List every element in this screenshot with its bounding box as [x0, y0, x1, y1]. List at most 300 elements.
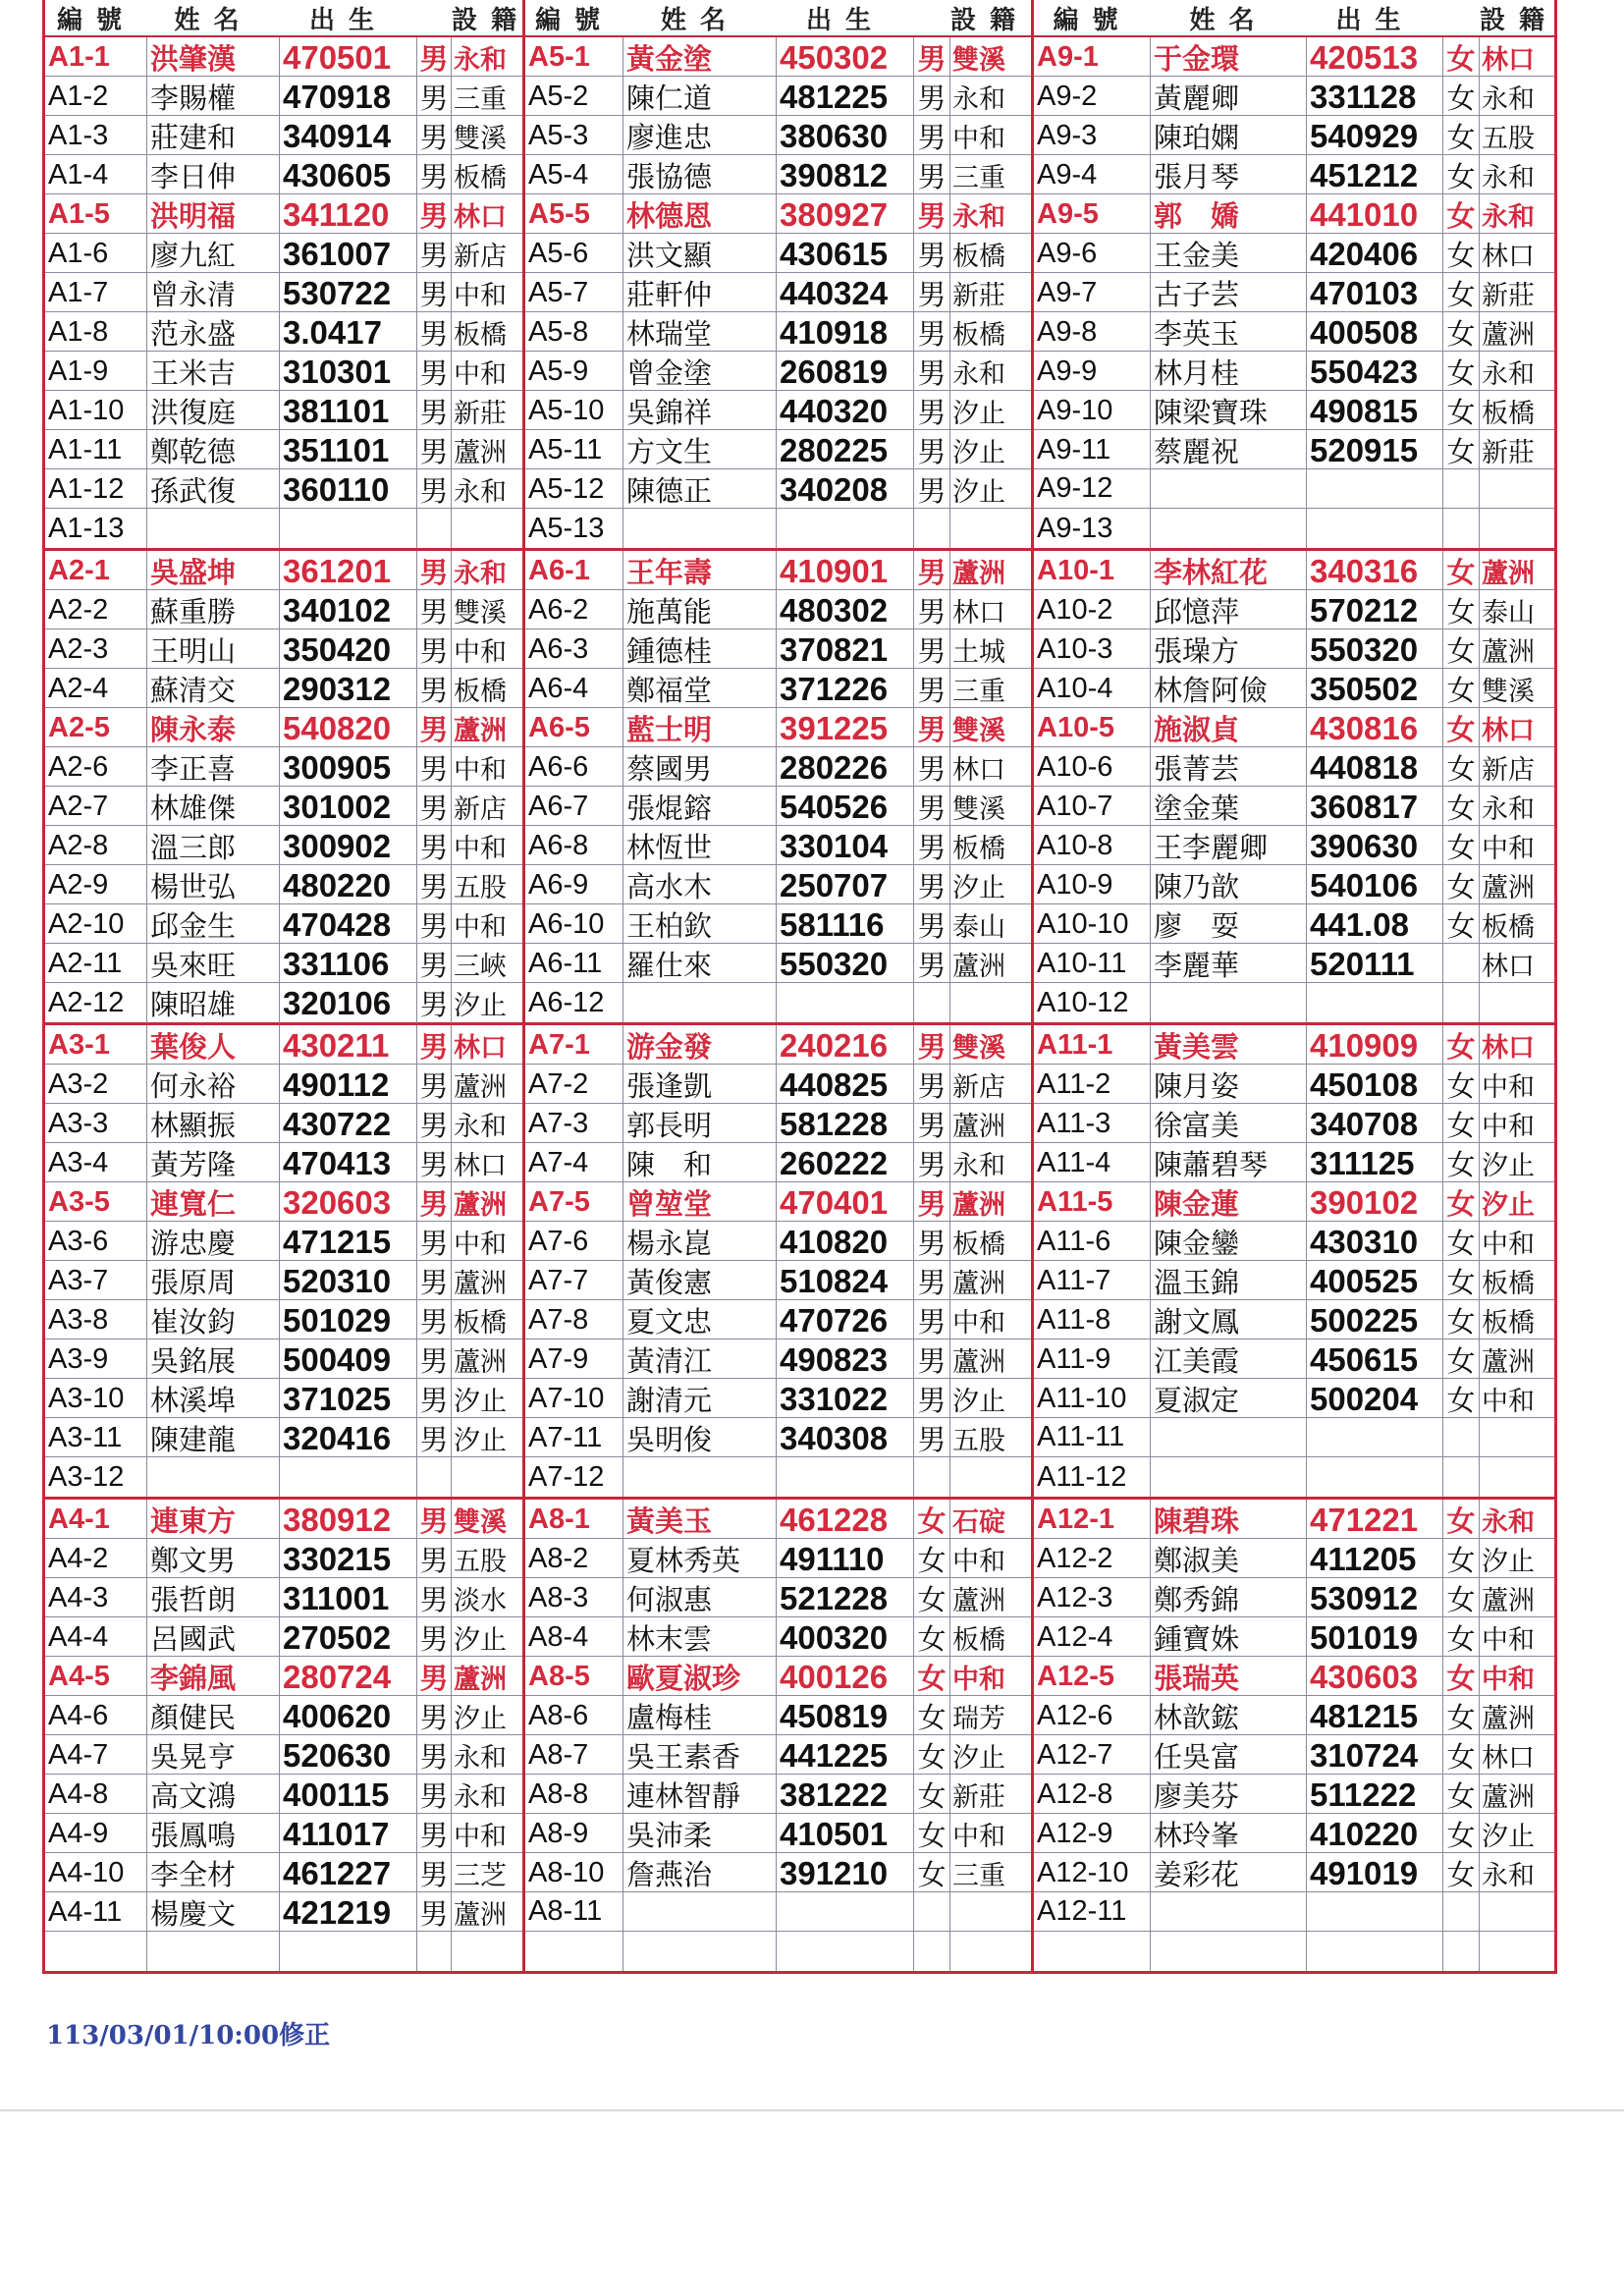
gender: 男: [914, 1104, 950, 1144]
birth-date: 430615: [777, 234, 914, 274]
table-row: [45, 1222, 522, 1261]
table-row: [45, 273, 522, 312]
table-row: [1034, 77, 1554, 116]
member-name: 楊永崑: [623, 1222, 777, 1262]
table-row: [45, 865, 522, 904]
member-id: A11-10: [1034, 1379, 1151, 1419]
member-id: A6-5: [525, 708, 623, 748]
member-id: A7-1: [525, 1025, 623, 1066]
table-row: [45, 430, 522, 469]
table-row: [1034, 787, 1554, 826]
member-id: A8-4: [525, 1617, 623, 1658]
member-name: 洪明福: [147, 194, 280, 235]
registered-district: 林口: [1482, 1743, 1535, 1774]
member-name: 張協德: [623, 155, 777, 195]
roster-panel-3: [1034, 0, 1557, 1974]
registered-district: [1480, 469, 1551, 508]
birth-date: 390630: [1307, 826, 1443, 866]
member-name: 黃美玉: [623, 1500, 777, 1540]
member-id: A10-9: [1034, 865, 1151, 905]
group-block: [45, 1025, 522, 1500]
registered-district: 蘆洲: [952, 1347, 1005, 1378]
table-row: [1034, 1261, 1554, 1300]
registered-district: 蘆洲: [1482, 1586, 1535, 1616]
member-name: 張月琴: [1151, 155, 1307, 195]
registered-district: 新莊: [952, 281, 1005, 311]
birth-date: 430603: [1307, 1657, 1443, 1697]
table-row: [525, 669, 1031, 708]
table-row: [525, 1932, 1031, 1971]
table-row: [1034, 590, 1554, 629]
registered-district: 板橋: [454, 677, 507, 707]
member-id: A3-8: [45, 1300, 147, 1340]
gender: 男: [417, 1735, 452, 1776]
gender: 男: [914, 944, 950, 984]
member-id: A12-9: [1034, 1814, 1151, 1854]
gender: [1443, 1932, 1480, 1971]
member-id: A7-9: [525, 1339, 623, 1380]
gender: 女: [1443, 1539, 1480, 1579]
table-row: [45, 155, 522, 194]
member-name: 顏健民: [147, 1696, 280, 1736]
member-id: A10-7: [1034, 787, 1151, 827]
member-name: 洪文顯: [623, 234, 777, 274]
table-row: [525, 1853, 1031, 1892]
table-row: [1034, 391, 1554, 430]
member-id: A11-4: [1034, 1143, 1151, 1183]
gender: 女: [914, 1500, 950, 1540]
gender: 男: [914, 1300, 950, 1340]
table-row: [45, 944, 522, 983]
member-name: 洪復庭: [147, 391, 280, 431]
registered-district: 蘆洲: [1482, 1347, 1535, 1378]
member-name: 曾堃堂: [623, 1182, 777, 1223]
gender: 女: [1443, 1775, 1480, 1815]
registered-district: 蘆洲: [1482, 1782, 1535, 1813]
birth-date: 430310: [1307, 1222, 1443, 1262]
column-header: [45, 0, 531, 37]
gender: [914, 1457, 950, 1497]
gender: 男: [417, 590, 452, 630]
member-name: 王柏欽: [623, 904, 777, 945]
birth-date: 280225: [777, 430, 914, 470]
table-row: [1034, 234, 1554, 273]
gender: 女: [1443, 1143, 1480, 1183]
gender: 男: [914, 1222, 950, 1262]
table-row: [45, 391, 522, 430]
birth-date: 471215: [280, 1222, 417, 1262]
table-row: [1034, 1222, 1554, 1261]
registered-district: 雙溪: [952, 1033, 1005, 1064]
table-row: [1034, 1182, 1554, 1222]
table-row: [1034, 194, 1554, 234]
member-id: A9-9: [1034, 352, 1151, 392]
member-id: A4-4: [45, 1617, 147, 1658]
header-region: 設籍: [950, 6, 1030, 35]
gender: 男: [914, 826, 950, 866]
table-row: [45, 1379, 522, 1418]
registered-district: 雙溪: [454, 1507, 507, 1538]
table-row: [525, 1539, 1031, 1578]
table-row: [1034, 155, 1554, 194]
table-row: [525, 1065, 1031, 1104]
member-name: 葉俊人: [147, 1025, 280, 1066]
member-name: 黃俊憲: [623, 1261, 777, 1301]
birth-date: 420513: [1307, 37, 1443, 78]
gender: 男: [914, 234, 950, 274]
registered-district: 中和: [1482, 1072, 1535, 1103]
member-name: 鄭淑美: [1151, 1539, 1307, 1579]
table-row: [45, 509, 522, 548]
member-name: 陳蕭碧琴: [1151, 1143, 1307, 1183]
birth-date: [777, 509, 914, 548]
registered-district: [1480, 1418, 1551, 1456]
table-row: [1034, 1696, 1554, 1735]
registered-district: 永和: [1482, 359, 1535, 390]
member-name: 李林紅花: [1151, 551, 1307, 591]
member-id: A4-10: [45, 1853, 147, 1893]
birth-date: 351101: [280, 430, 417, 470]
birth-date: 310301: [280, 352, 417, 392]
member-name: 塗金葉: [1151, 787, 1307, 827]
registered-district: 汐止: [952, 873, 1005, 903]
registered-district: [1480, 509, 1551, 548]
member-name: 王李麗卿: [1151, 826, 1307, 866]
member-id: A7-2: [525, 1065, 623, 1105]
member-id: A6-2: [525, 590, 623, 630]
gender: 女: [1443, 1261, 1480, 1301]
member-name: 夏文忠: [623, 1300, 777, 1340]
gender: 男: [417, 1104, 452, 1144]
birth-date: 250707: [777, 865, 914, 905]
member-name: [1151, 1932, 1307, 1971]
table-row: [1034, 1418, 1554, 1457]
gender: 男: [914, 1182, 950, 1223]
birth-date: 320416: [280, 1418, 417, 1458]
registered-district: [1480, 1932, 1551, 1971]
registered-district: 林口: [1482, 45, 1535, 76]
birth-date: 521228: [777, 1578, 914, 1618]
registered-district: 中和: [454, 834, 507, 864]
member-name: 林歆鋐: [1151, 1696, 1307, 1736]
registered-district: 雙溪: [952, 716, 1005, 746]
birth-date: 360817: [1307, 787, 1443, 827]
registered-district: 蘆洲: [1482, 559, 1535, 589]
gender: 男: [914, 551, 950, 591]
gender: 男: [417, 1814, 452, 1854]
birth-date: 420406: [1307, 234, 1443, 274]
registered-district: 五股: [1482, 124, 1535, 154]
table-row: [1034, 1932, 1554, 1971]
member-id: A6-3: [525, 629, 623, 670]
gender: 女: [1443, 155, 1480, 195]
gender: [417, 509, 452, 548]
gender: 男: [417, 1222, 452, 1262]
gender: 女: [1443, 352, 1480, 392]
table-row: [525, 194, 1031, 234]
gender: 女: [1443, 37, 1480, 78]
member-name: 張鳳鳴: [147, 1814, 280, 1854]
birth-date: 511222: [1307, 1775, 1443, 1815]
gender: 男: [417, 1143, 452, 1183]
gender: 男: [417, 352, 452, 392]
registered-district: 石碇: [952, 1507, 1005, 1538]
table-row: [525, 865, 1031, 904]
registered-district: 蘆洲: [454, 1347, 507, 1378]
registered-district: 永和: [1482, 1507, 1535, 1538]
table-row: [45, 1339, 522, 1379]
table-row: [45, 1065, 522, 1104]
member-id: A4-3: [45, 1578, 147, 1618]
gender: 女: [1443, 1853, 1480, 1893]
registered-district: 中和: [1482, 1665, 1535, 1695]
registered-district: 雙溪: [454, 598, 507, 629]
member-name: 張瑞英: [1151, 1657, 1307, 1697]
birth-date: [777, 1892, 914, 1931]
member-name: 古子芸: [1151, 273, 1307, 313]
member-id: A5-13: [525, 509, 623, 548]
registered-district: 林口: [454, 202, 507, 233]
gender: 女: [1443, 234, 1480, 274]
table-row: [525, 1457, 1031, 1497]
birth-date: 410820: [777, 1222, 914, 1262]
table-row: [1034, 509, 1554, 548]
member-id: A4-2: [45, 1539, 147, 1579]
registered-district: 汐止: [454, 1625, 507, 1656]
birth-date: 441225: [777, 1735, 914, 1776]
gender: 男: [914, 1025, 950, 1066]
birth-date: 490112: [280, 1065, 417, 1105]
birth-date: 400320: [777, 1617, 914, 1658]
gender: 女: [1443, 1578, 1480, 1618]
birth-date: 441010: [1307, 194, 1443, 235]
member-id: A8-3: [525, 1578, 623, 1618]
birth-date: [280, 509, 417, 548]
gender: 女: [1443, 1065, 1480, 1105]
member-name: 曾金塗: [623, 352, 777, 392]
member-id: A4-8: [45, 1775, 147, 1815]
table-row: [1034, 1657, 1554, 1696]
registered-district: [950, 1932, 1028, 1971]
table-row: [525, 509, 1031, 548]
member-name: 吳沛柔: [623, 1814, 777, 1854]
birth-date: 520915: [1307, 430, 1443, 470]
table-row: [45, 1457, 522, 1497]
registered-district: 中和: [952, 1308, 1005, 1339]
table-row: [525, 944, 1031, 983]
registered-district: 泰山: [952, 912, 1005, 943]
registered-district: 板橋: [952, 834, 1005, 864]
table-row: [45, 1892, 522, 1932]
member-name: 謝文鳳: [1151, 1300, 1307, 1340]
table-row: [1034, 1104, 1554, 1143]
gender: 男: [417, 273, 452, 313]
registered-district: 汐止: [1482, 1190, 1535, 1221]
gender: [914, 983, 950, 1022]
registered-district: 新店: [454, 242, 507, 272]
member-name: 吳來旺: [147, 944, 280, 984]
table-row: [525, 1657, 1031, 1696]
birth-date: 461227: [280, 1853, 417, 1893]
birth-date: 280724: [280, 1657, 417, 1697]
member-name: 鍾德桂: [623, 629, 777, 670]
member-name: 廖 耍: [1151, 904, 1307, 945]
member-id: A3-9: [45, 1339, 147, 1380]
gender: [914, 1892, 950, 1931]
table-row: [45, 116, 522, 155]
birth-date: 381222: [777, 1775, 914, 1815]
roster-sheet: [42, 0, 1557, 1942]
member-name: [147, 1932, 280, 1971]
registered-district: 板橋: [952, 1625, 1005, 1656]
member-id: A11-8: [1034, 1300, 1151, 1340]
table-row: [45, 669, 522, 708]
gender: 男: [914, 629, 950, 670]
birth-date: 450615: [1307, 1339, 1443, 1380]
registered-district: 蘆洲: [952, 952, 1005, 982]
member-id: A2-2: [45, 590, 147, 630]
birth-date: 530722: [280, 273, 417, 313]
table-row: [45, 904, 522, 944]
birth-date: 550320: [777, 944, 914, 984]
table-row: [45, 77, 522, 116]
table-row: [45, 1696, 522, 1735]
birth-date: 470103: [1307, 273, 1443, 313]
registered-district: 蘆洲: [1482, 637, 1535, 668]
member-id: A1-13: [45, 509, 147, 548]
birth-date: 540106: [1307, 865, 1443, 905]
table-row: [45, 1735, 522, 1775]
member-id: A3-3: [45, 1104, 147, 1144]
member-name: 何永裕: [147, 1065, 280, 1105]
table-row: [525, 708, 1031, 747]
registered-district: 板橋: [454, 163, 507, 193]
member-name: 陳月姿: [1151, 1065, 1307, 1105]
birth-date: 311125: [1307, 1143, 1443, 1183]
member-id: A6-10: [525, 904, 623, 945]
member-id: A3-5: [45, 1182, 147, 1223]
table-row: [45, 1143, 522, 1182]
registered-district: 永和: [952, 84, 1005, 115]
registered-district: 蘆洲: [952, 559, 1005, 589]
member-id: A7-11: [525, 1418, 623, 1458]
member-name: 吳王素香: [623, 1735, 777, 1776]
gender: 女: [1443, 708, 1480, 748]
group-block: [525, 551, 1031, 1025]
member-name: 陳梁寶珠: [1151, 391, 1307, 431]
table-row: [1034, 747, 1554, 787]
table-row: [525, 1500, 1031, 1539]
table-row: [525, 1182, 1031, 1222]
gender: 男: [914, 1143, 950, 1183]
member-name: 楊慶文: [147, 1892, 280, 1933]
gender: 男: [417, 430, 452, 470]
member-id: A10-6: [1034, 747, 1151, 788]
member-id: A9-7: [1034, 273, 1151, 313]
member-name: 吳盛坤: [147, 551, 280, 591]
member-id: A6-9: [525, 865, 623, 905]
member-id: A11-11: [1034, 1418, 1151, 1456]
registered-district: 永和: [454, 45, 507, 76]
member-id: A1-2: [45, 77, 147, 117]
member-id: A5-8: [525, 312, 623, 353]
gender: 男: [417, 1696, 452, 1736]
table-row: [1034, 116, 1554, 155]
birth-date: [1307, 1892, 1443, 1931]
birth-date: 340914: [280, 116, 417, 156]
table-row: [1034, 37, 1554, 77]
gender: 女: [1443, 629, 1480, 670]
registered-district: 蘆洲: [454, 1072, 507, 1103]
group-block: [1034, 1500, 1554, 1974]
member-id: A1-3: [45, 116, 147, 156]
member-name: 孫武復: [147, 469, 280, 510]
revision-note: 113/03/01/10:00修正: [46, 2021, 331, 2050]
member-name: 施淑貞: [1151, 708, 1307, 748]
registered-district: [1480, 983, 1551, 1022]
birth-date: 430605: [280, 155, 417, 195]
member-name: 謝清元: [623, 1379, 777, 1419]
birth-date: 470918: [280, 77, 417, 117]
member-name: 林溪埠: [147, 1379, 280, 1419]
table-row: [525, 1775, 1031, 1814]
member-id: A5-12: [525, 469, 623, 510]
registered-district: 新店: [1482, 755, 1535, 786]
member-name: 張逢凱: [623, 1065, 777, 1105]
header-birth: 出生: [1335, 6, 1415, 35]
gender: 男: [914, 430, 950, 470]
birth-date: 361201: [280, 551, 417, 591]
table-row: [1034, 1065, 1554, 1104]
member-name: 廖美芬: [1151, 1775, 1307, 1815]
member-name: 陳建龍: [147, 1418, 280, 1458]
birth-date: 300905: [280, 747, 417, 788]
birth-date: 441.08: [1307, 904, 1443, 945]
birth-date: 361007: [280, 234, 417, 274]
gender: 男: [417, 865, 452, 905]
member-id: A9-4: [1034, 155, 1151, 195]
registered-district: 蘆洲: [454, 1900, 507, 1931]
table-row: [45, 983, 522, 1022]
member-name: 陳金蓮: [1151, 1182, 1307, 1223]
registered-district: [1480, 1457, 1551, 1497]
table-row: [525, 1696, 1031, 1735]
registered-district: 新莊: [952, 1782, 1005, 1813]
table-row: [525, 37, 1031, 77]
gender: [1443, 469, 1480, 508]
table-row: [1034, 1853, 1554, 1892]
member-id: A8-9: [525, 1814, 623, 1854]
member-name: 連東方: [147, 1500, 280, 1540]
member-name: 邱金生: [147, 904, 280, 945]
birth-date: 390812: [777, 155, 914, 195]
column-header: [525, 0, 1031, 37]
gender: 男: [417, 551, 452, 591]
birth-date: [1307, 1457, 1443, 1497]
registered-district: 林口: [1482, 716, 1535, 746]
member-id: A5-10: [525, 391, 623, 431]
member-name: 邱憶萍: [1151, 590, 1307, 630]
gender: 男: [417, 1617, 452, 1658]
member-name: 莊軒仲: [623, 273, 777, 313]
member-id: A1-1: [45, 37, 147, 78]
member-name: 林德恩: [623, 194, 777, 235]
registered-district: 三重: [952, 677, 1005, 707]
member-name: 張原周: [147, 1261, 280, 1301]
gender: 女: [1443, 1182, 1480, 1223]
registered-district: 中和: [952, 1822, 1005, 1852]
member-id: A7-10: [525, 1379, 623, 1419]
